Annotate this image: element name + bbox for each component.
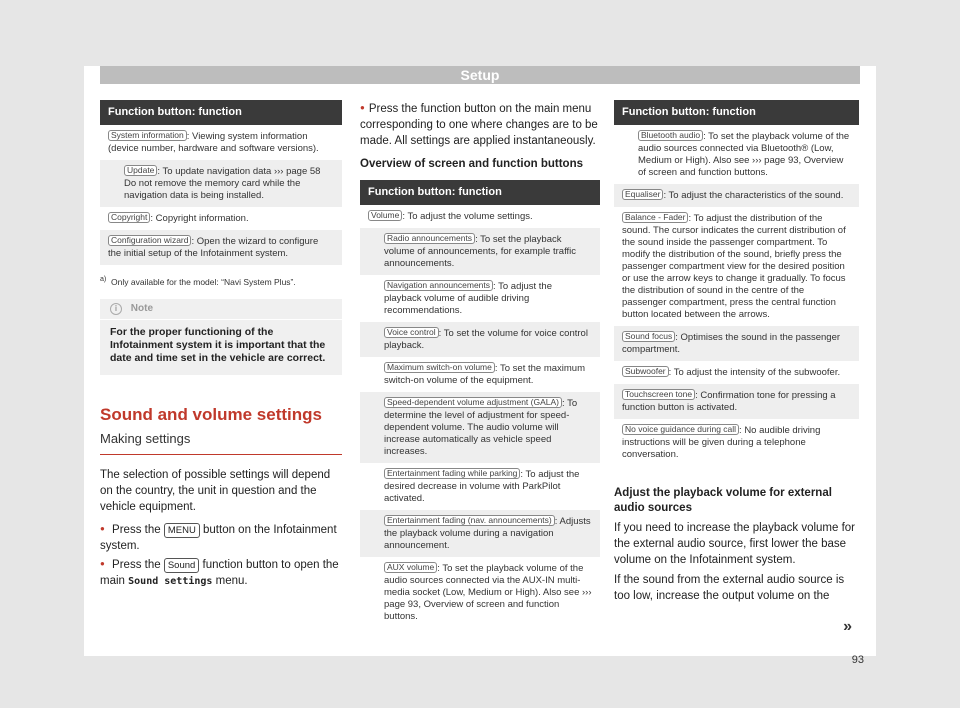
function-button[interactable]: Update — [124, 165, 157, 176]
table-header: Function button: function — [100, 100, 342, 125]
function-button[interactable]: Entertainment fading (nav. announcements) — [384, 515, 555, 526]
function-button[interactable]: System information — [108, 130, 187, 141]
function-button[interactable]: Navigation announcements — [384, 280, 493, 291]
middle-column — [360, 100, 600, 628]
external-audio-heading: Adjust the playback volume for external audio sources — [614, 487, 832, 514]
table-row — [100, 230, 342, 265]
table-row — [100, 125, 342, 160]
table-row — [614, 184, 859, 207]
function-button[interactable]: Radio announcements — [384, 233, 475, 244]
function-button[interactable]: No voice guidance during call — [622, 424, 739, 435]
sound-button[interactable]: Sound — [164, 558, 199, 573]
middle-table-rows — [360, 205, 600, 628]
function-button[interactable]: Sound focus — [622, 331, 675, 342]
right-table-rows — [614, 125, 859, 466]
step-1: ● Press the MENU button on the Infotainment system. — [100, 521, 342, 554]
function-button[interactable]: Bluetooth audio — [638, 130, 703, 141]
continue-marker: » — [843, 618, 852, 635]
function-description: : To determine the level of adjustment for speed-dependent volume. The audio volume will increase automatically as vehicle speed increases. — [384, 398, 578, 457]
left-column — [100, 100, 342, 590]
step-3: ● Press the function button on the main menu corresponding to one where changes are to be made. All settings are applied instantaneously. — [360, 100, 600, 149]
overview-heading: Overview of screen and function buttons — [360, 158, 584, 170]
info-icon: i — [110, 303, 122, 315]
function-description: : To set the playback volume of announcements, for example traffic announcements. — [384, 234, 577, 269]
table-row — [360, 205, 600, 228]
function-description: : Adjusts the playback volume during a navigation announcement. — [384, 516, 591, 551]
function-button[interactable]: Copyright — [108, 212, 150, 223]
function-button[interactable]: Volume — [368, 210, 402, 221]
table-row — [360, 322, 600, 357]
function-description: : To set the maximum switch-on volume of the equipment. — [384, 363, 585, 386]
page-number: 93 — [851, 654, 864, 666]
table-row — [360, 557, 600, 628]
function-description: : Viewing system information (device number, hardware and software versions). — [108, 131, 319, 154]
section-title: Sound and volume settings — [100, 404, 322, 424]
right-column — [614, 100, 859, 604]
step-2: ● Press the Sound function button to open the main Sound settings menu. — [100, 556, 342, 590]
function-description: : To set the volume for voice control playback. — [384, 328, 588, 351]
function-description: : To adjust the desired decrease in volume with ParkPilot activated. — [384, 469, 580, 504]
table-row — [614, 326, 859, 361]
intro-paragraph: The selection of possible settings will depend on the country, the unit in question and the vehicle equipment. — [100, 468, 331, 513]
function-description: : To set the playback volume of the audio sources connected via the AUX-IN multi-media socket (Low, Medium or High). Also see ››› page 93, Overview of screen and function buttons. — [384, 563, 592, 622]
table-header: Function button: function — [360, 180, 600, 205]
table-row — [614, 419, 859, 466]
function-button[interactable]: Balance - Fader — [622, 212, 688, 223]
function-description: : No audible driving instructions will be given during a telephone conversation. — [622, 425, 821, 460]
table-row — [360, 510, 600, 557]
function-button[interactable]: Subwoofer — [622, 366, 669, 377]
table-row — [360, 357, 600, 392]
note-box — [100, 299, 342, 375]
table-row — [100, 160, 342, 207]
external-audio-p2: If the sound from the external audio source is too low, increase the output volume on the — [614, 574, 845, 602]
table-row — [360, 228, 600, 275]
function-description: : To adjust the characteristics of the sound. — [663, 190, 844, 201]
note-header: i Note — [100, 299, 342, 320]
page-header: Setup — [100, 66, 860, 84]
function-description: : Confirmation tone for pressing a function button is activated. — [622, 390, 836, 413]
note-text: For the proper functioning of the Infotainment system it is important that the date and time set in the vehicle are correct. — [110, 325, 326, 364]
function-button[interactable]: AUX volume — [384, 562, 437, 573]
function-description: : To adjust the intensity of the subwoofer. — [668, 367, 841, 378]
section-subtitle: Making settings — [100, 431, 342, 455]
function-description: : To adjust the distribution of the sound. The cursor indicates the current distribution of the sound inside the passenger compartment. To modify the distribution of the sound, briefly press the passenger compartment view for the desired position or use the arrow keys to change it gradually. To focus the distribution of sound in the centre of the passenger compartment, press the central function button located between the arrows. — [622, 213, 846, 320]
function-button[interactable]: Voice control — [384, 327, 439, 338]
function-button[interactable]: Touchscreen tone — [622, 389, 695, 400]
function-button[interactable]: Entertainment fading while parking — [384, 468, 520, 479]
function-description: : Copyright information. — [150, 213, 249, 224]
function-description: : To set the playback volume of the audio sources connected via Bluetooth® (Low, Medium or High). Also see ››› page 93, Overview of screen and function buttons. — [638, 131, 850, 178]
left-table-rows — [100, 125, 342, 265]
function-button[interactable]: Equaliser — [622, 189, 663, 200]
function-description: : Optimises the sound in the passenger compartment. — [622, 332, 841, 355]
table-row — [360, 392, 600, 463]
table-row — [100, 207, 342, 230]
function-button[interactable]: Configuration wizard — [108, 235, 191, 246]
footnote: $^{a)}$ Only available for the model: “Navi System Plus”. — [100, 275, 296, 287]
table-row — [360, 275, 600, 322]
function-description: : To adjust the volume settings. — [402, 211, 533, 222]
table-row — [360, 463, 600, 510]
table-row — [614, 384, 859, 419]
function-description: : To adjust the playback volume of audible driving recommendations. — [384, 281, 552, 316]
function-description: : Open the wizard to configure the initial setup of the Infotainment system. — [108, 236, 319, 259]
table-row — [614, 361, 859, 384]
external-audio-p1: If you need to increase the playback volume for the external audio source, first lower the base volume on the Infotainment system. — [614, 522, 856, 566]
function-button[interactable]: Maximum switch-on volume — [384, 362, 495, 373]
table-row — [614, 207, 859, 326]
table-row — [614, 125, 859, 184]
function-description: : To update navigation data ››› page 58 Do not remove the memory card while the navigation data is being installed. — [124, 166, 321, 201]
function-button[interactable]: Speed-dependent volume adjustment (GALA) — [384, 397, 562, 408]
menu-button[interactable]: MENU — [164, 523, 200, 538]
table-header: Function button: function — [614, 100, 859, 125]
